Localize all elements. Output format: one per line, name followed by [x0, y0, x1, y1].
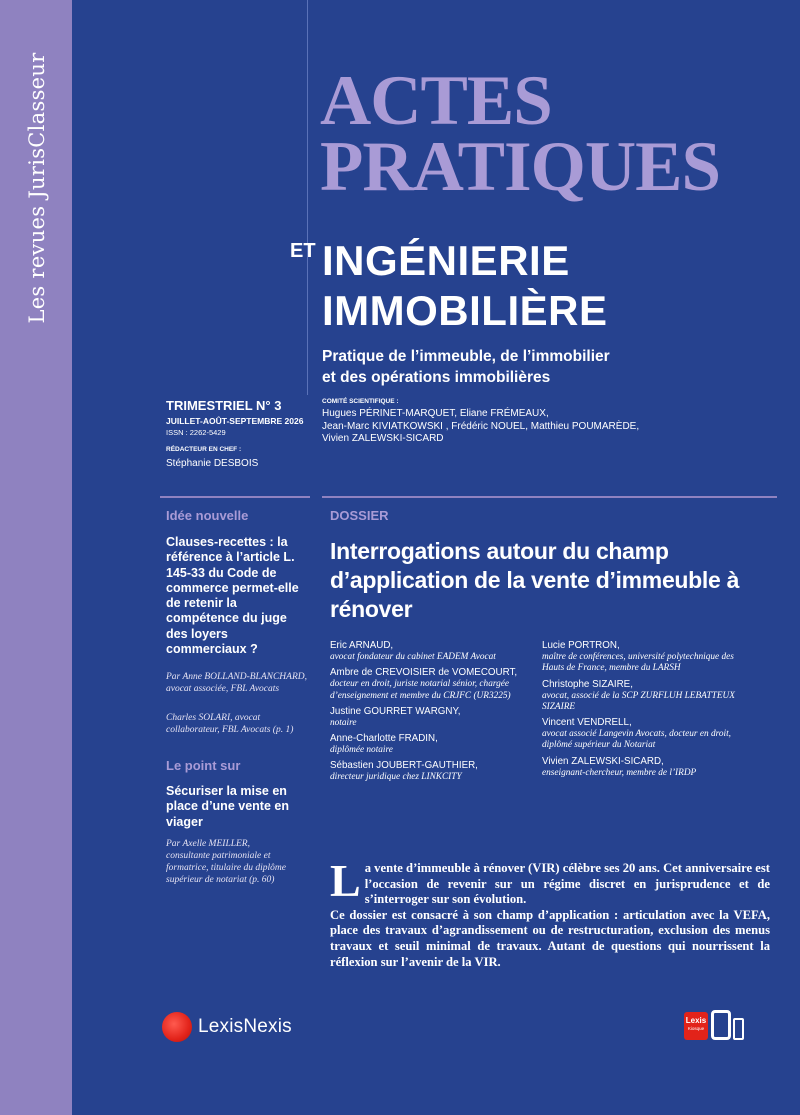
author-name: Ambre de CREVOISIER de VOMECOURT,: [330, 667, 518, 679]
article-author: Par Axelle MEILLER, consultante patrimoniale et formatrice, titulaire du diplôme supérieur de notariat (p. 60): [166, 839, 286, 885]
author-name: Christophe SIZAIRE,: [542, 678, 633, 690]
author-role: maître de conférences, université polytechnique des Hauts de France, membre du LARSH: [542, 652, 734, 674]
committee-line: Jean-Marc KIVIATKOWSKI , Frédéric NOUEL, Matthieu POUMARÈDE,: [322, 420, 640, 432]
author-role: avocat associé Langevin Avocats, docteur en droit, diplômé supérieur du Notariat: [542, 729, 732, 751]
editor-label: RÉDACTEUR EN CHEF :: [166, 446, 242, 453]
title-line-3: INGÉNIERIE: [322, 237, 570, 284]
author-role: diplômée notaire: [330, 745, 393, 756]
title-line-2: PRATIQUES: [320, 128, 720, 206]
authors-left: [330, 640, 545, 788]
tablet-icon: [711, 1010, 731, 1040]
dossier-title[interactable]: Interrogations autour du champ d’application de la vente d’immeuble à rénover: [330, 538, 740, 622]
tagline-line-2: et des opérations immobilières: [322, 369, 551, 386]
author-name: Eric ARNAUD,: [330, 640, 394, 651]
issue-number: TRIMESTRIEL N° 3: [166, 398, 282, 413]
author-role: avocat fondateur du cabinet EADEM Avocat: [330, 652, 496, 662]
section-heading-idee: Idée nouvelle: [166, 508, 249, 523]
issue-date: JUILLET-AOÛT-SEPTEMBRE 2026: [166, 416, 304, 426]
title-connector: ET: [290, 240, 316, 262]
lexisnexis-logo-icon: [162, 1012, 192, 1042]
phone-icon: [733, 1018, 744, 1040]
author-entry: [330, 667, 545, 702]
article-author: Charles SOLARI, avocat collaborateur, FBL Avocats (p. 1): [166, 713, 294, 735]
committee-line: Vivien ZALEWSKI-SICARD: [322, 433, 444, 444]
publisher-name: LexisNexis: [198, 1016, 292, 1037]
author-entry: [330, 640, 545, 663]
intro-paragraph-2: Ce dossier est consacré à son champ d’application : articulation avec la VEFA, place des travaux d’agrandissement ou de restructuration, exclusion des menus travaux et seuil minimal de travaux. Autant de questions qui nourrissent la réflexion sur l’avenir de la VIR.: [330, 907, 770, 969]
author-entry: [330, 733, 545, 756]
author-entry: [330, 760, 545, 783]
article-author: Par Anne BOLLAND-BLANCHARD, avocat associée, FBL Avocats: [166, 672, 308, 694]
committee-label: COMITÉ SCIENTIFIQUE :: [322, 398, 399, 405]
tagline-line-1: Pratique de l’immeuble, de l’immobilier: [322, 348, 610, 365]
side-band: [0, 0, 72, 1115]
author-entry: [542, 717, 742, 752]
article-title-viager[interactable]: Sécuriser la mise en place d’une vente en viager: [166, 784, 289, 829]
masthead-subtitle-title: [322, 236, 608, 336]
author-entry: [542, 640, 742, 675]
author-name: Vincent VENDRELL,: [542, 717, 632, 729]
dossier-rule: [322, 496, 777, 498]
tagline: [322, 346, 610, 388]
committee-line: Hugues PÉRINET-MARQUET, Eliane FRÉMEAUX,: [322, 408, 549, 419]
kiosk-icon[interactable]: [684, 1012, 708, 1040]
article-title-clauses[interactable]: Clauses-recettes : la référence à l’article L. 145-33 du Code de commerce permet-elle de retenir la compétence du juge des loyers commerciaux ?: [166, 535, 299, 657]
drop-cap: L: [330, 855, 361, 906]
author-entry: [330, 706, 545, 729]
intro-paragraph-1: a vente d’immeuble à rénover (VIR) célèbre ses 20 ans. Cet anniversaire est l’occasion de revenir sur un régime discret en jurisprudence et de s’interroger sur son évolution.: [364, 861, 770, 907]
dossier-label: DOSSIER: [330, 508, 389, 523]
author-role: enseignant-chercheur, membre de l’IRDP: [542, 767, 697, 778]
section-heading-point: Le point sur: [166, 758, 241, 773]
author-entry: [542, 756, 742, 779]
author-role: directeur juridique chez LINKCITY: [330, 772, 462, 783]
masthead-title: [320, 62, 720, 206]
author-name: Sébastien JOUBERT-GAUTHIER,: [330, 760, 478, 772]
series-name: Les revues JurisClasseur: [25, 52, 49, 324]
kiosk-sublabel: Kiosque: [687, 1026, 705, 1031]
author-role: docteur en droit, juriste notarial sénior, chargée d’enseignement et membre du CRJFC (UR3225): [330, 679, 511, 701]
authors-right: [542, 640, 742, 783]
author-name: Anne-Charlotte FRADIN,: [330, 733, 438, 745]
author-name: Justine GOURRET WARGNY,: [330, 705, 461, 717]
title-line-4: IMMOBILIÈRE: [322, 287, 608, 334]
vertical-divider: [307, 0, 308, 395]
author-role: notaire: [330, 717, 357, 728]
issn: ISSN : 2262-5429: [166, 428, 226, 437]
title-line-1: ACTES: [320, 62, 552, 140]
editor-name: Stéphanie DESBOIS: [166, 458, 259, 469]
dossier-intro: [330, 855, 770, 970]
publisher-logo: [162, 1012, 292, 1042]
committee-members: [322, 408, 692, 446]
sidebar-rule: [160, 496, 310, 498]
author-entry: [542, 679, 742, 714]
author-name: Vivien ZALEWSKI-SICARD,: [542, 755, 664, 767]
author-role: avocat, associé de la SCP ZURFLUH LEBATTEUX SIZAIRE: [542, 690, 735, 712]
kiosk-label: Lexis: [685, 1016, 707, 1025]
author-name: Lucie PORTRON,: [542, 640, 620, 651]
